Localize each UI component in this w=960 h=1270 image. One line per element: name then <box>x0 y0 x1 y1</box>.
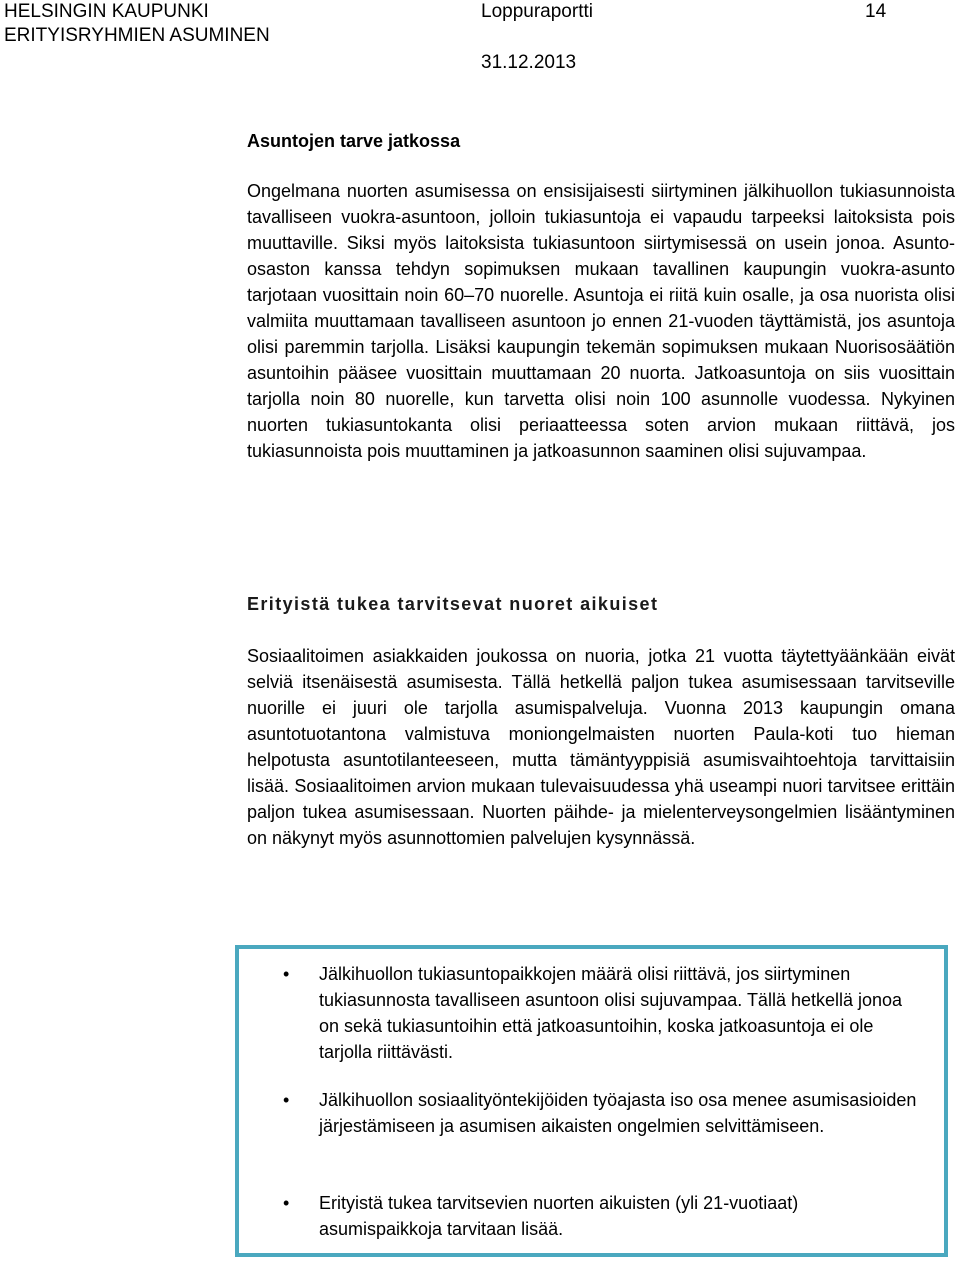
summary-item-text: Erityistä tukea tarvitsevien nuorten aikuisten (yli 21-vuotiaat) asumispaikkoja tarvitaan lisää. <box>319 1193 799 1239</box>
section-heading-housing-need: Asuntojen tarve jatkossa <box>247 131 461 151</box>
section-paragraph-housing-need: Ongelmana nuorten asumisessa on ensisijaisesti siirtyminen jälkihuollon tukiasunnoista tavalliseen vuokra-asuntoon, jolloin tukiasuntoja ei vapaudu tarpeeksi laitoksista pois muuttaville. Siksi myös laitoksista tukiasuntoon siirtymisessä on usein jonoa. Asunto-osaston kanssa tehdyn sopimuksen mukaan tavallinen kaupungin vuokra-asunto tarjotaan vuosittain noin 60–70 nuorelle. Asuntoja ei riitä kuin osalle, ja osa nuorista olisi valmiita muuttamaan tavalliseen asuntoon jo ennen 21-vuoden täyttämistä, jos asuntoja olisi paremmin tarjolla. Lisäksi kaupungin tekemän sopimuksen mukaan Nuorisosäätiön asuntoihin pääsee vuosittain muuttamaan 20 nuorta. Jatkoasuntoja on siis vuosittain tarjolla noin 80 nuorelle, kun tarvetta olisi noin 100 asunnolle vuodessa. Nykyinen nuorten tukiasuntokanta olisi periaatteessa soten arvion mukaan riittävä, jos tukiasunnoista pois muuttaminen ja jatkoasunnon saaminen olisi sujuvampaa. <box>247 181 955 461</box>
bullet-icon: • <box>283 964 290 984</box>
header-date: 31.12.2013 <box>481 52 577 73</box>
header-department: ERITYISRYHMIEN ASUMINEN <box>4 25 270 46</box>
header-organization: HELSINGIN KAUPUNKI <box>4 1 209 22</box>
bullet-icon: • <box>283 1090 290 1110</box>
section-heading-special-support: Erityistä tukea tarvitsevat nuoret aikuiset <box>247 594 659 614</box>
summary-item-text: Jälkihuollon tukiasuntopaikkojen määrä olisi riittävä, jos siirtyminen tukiasunnosta tavalliseen asuntoon olisi sujuvampaa. Tällä hetkellä jonoa on sekä tukiasuntoihin että jatkoasuntoihin, koska jatkoasuntoja ei ole tarjolla riittävästi. <box>319 964 903 1062</box>
summary-list-item <box>283 1087 919 1139</box>
summary-box <box>235 945 948 1257</box>
section-paragraph-special-support: Sosiaalitoimen asiakkaiden joukossa on nuoria, jotka 21 vuotta täytettyäänkään eivät selviä itsenäisestä asumisesta. Tällä hetkellä paljon tukea asumisessaan tarvitseville nuorille ei juuri ole tarjolla asumispalveluja. Vuonna 2013 kaupungin omana asuntotuotantona valmistuva moniongelmaisten nuorten Paula-koti tuo hieman helpotusta asuntotilanteeseen, mutta tämäntyyppisiä asumisvaihtoehtoja tarvittaisiin lisää. Sosiaalitoimen arvion mukaan tulevaisuudessa yhä useampi nuori tarvitsee erittäin paljon tukea asumisessaan. Nuorten päihde- ja mielenterveysongelmien lisääntyminen on näkynyt myös asunnottomien palvelujen kysynnässä. <box>247 646 955 848</box>
summary-item-text: Jälkihuollon sosiaalityöntekijöiden työajasta iso osa menee asumisasioiden järjestämiseen ja asumisen aikaisten ongelmien selvittämiseen. <box>319 1090 917 1136</box>
page-number: 14 <box>865 1 887 22</box>
summary-list-item <box>283 1190 919 1242</box>
bullet-icon: • <box>283 1193 290 1213</box>
header-report-title: Loppuraportti <box>481 1 593 22</box>
summary-list-item <box>283 961 919 1065</box>
